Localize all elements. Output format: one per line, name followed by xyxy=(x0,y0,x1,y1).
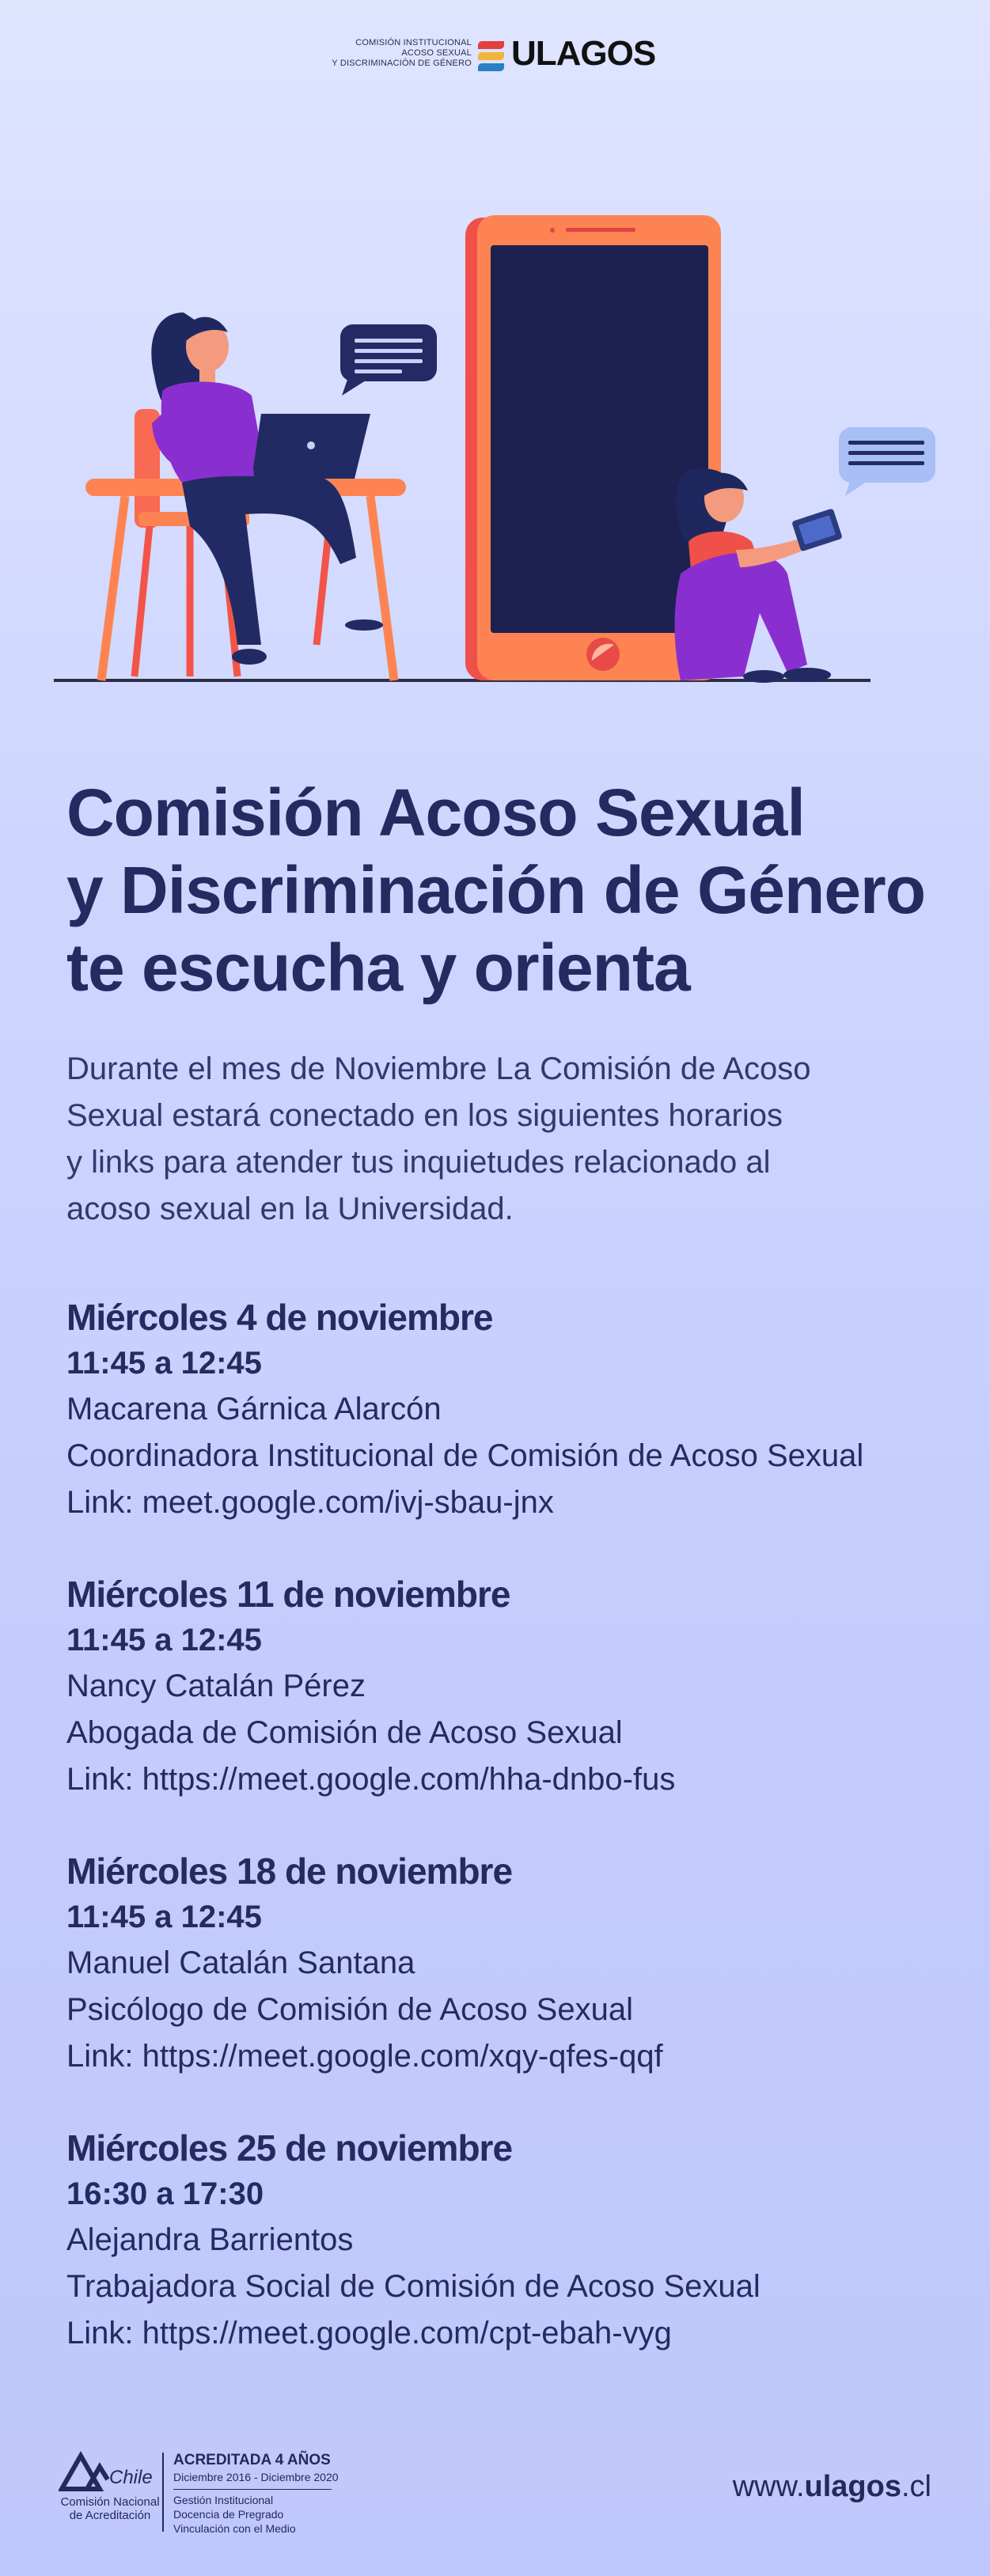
session-person: Macarena Gárnica Alarcón xyxy=(66,1392,442,1426)
woman-sitting-with-tablet-illustration xyxy=(675,468,843,683)
session-link[interactable]: Link: meet.google.com/ivj-sbau-jnx xyxy=(66,1485,554,1520)
session-role: Psicólogo de Comisión de Acoso Sexual xyxy=(66,1992,633,2027)
commission-label: COMISIÓN INSTITUCIONAL ACOSO SEXUAL Y DISCRIMINACIÓN DE GÉNERO xyxy=(332,38,472,68)
chat-bubble-icon xyxy=(340,324,437,396)
session-role: Abogada de Comisión de Acoso Sexual xyxy=(66,1715,623,1750)
chat-bubble-icon xyxy=(839,427,935,496)
session-block xyxy=(66,1848,953,2080)
session-time: 11:45 a 12:45 xyxy=(66,1900,262,1934)
hero-illustration xyxy=(0,202,990,692)
acred-org: Comisión Nacional de Acreditación xyxy=(60,2495,160,2522)
session-block xyxy=(66,1294,953,1526)
session-person: Alejandra Barrientos xyxy=(66,2222,354,2257)
session-day: Miércoles 4 de noviembre xyxy=(66,1297,493,1338)
flag-icon xyxy=(478,41,504,71)
session-link[interactable]: Link: https://meet.google.com/xqy-qfes-qqf xyxy=(66,2039,663,2074)
brand-logo: ULAGOS xyxy=(511,34,656,73)
session-time: 11:45 a 12:45 xyxy=(66,1346,262,1381)
acred-mark-text: Chile xyxy=(109,2467,153,2488)
acred-area: Gestión Institucional xyxy=(173,2494,274,2506)
acreditacion-info xyxy=(173,2451,411,2536)
session-block xyxy=(66,2125,953,2357)
session-role: Trabajadora Social de Comisión de Acoso Sexual xyxy=(66,2269,761,2304)
acred-area: Vinculación con el Medio xyxy=(173,2522,296,2535)
session-time: 11:45 a 12:45 xyxy=(66,1623,262,1657)
website-link[interactable]: www.ulagos.cl xyxy=(732,2470,931,2503)
session-link[interactable]: Link: https://meet.google.com/hha-dnbo-fus xyxy=(66,1762,676,1797)
session-day: Miércoles 11 de noviembre xyxy=(66,1574,510,1615)
header xyxy=(0,0,990,95)
acred-area: Docencia de Pregrado xyxy=(173,2508,284,2521)
page-title: Comisión Acoso Sexual y Discriminación de Género te escucha y orienta xyxy=(66,775,926,1005)
session-block xyxy=(66,1571,953,1803)
acreditacion-logo xyxy=(59,2451,161,2538)
divider xyxy=(173,2489,332,2490)
acred-title: ACREDITADA 4 AÑOS xyxy=(173,2452,331,2468)
session-link[interactable]: Link: https://meet.google.com/cpt-ebah-vyg xyxy=(66,2316,672,2351)
acred-dates: Diciembre 2016 - Diciembre 2020 xyxy=(173,2471,339,2483)
session-time: 16:30 a 17:30 xyxy=(66,2176,264,2211)
intro-text: Durante el mes de Noviembre La Comisión de Acoso Sexual estará conectado en los siguientes horarios y links para atender tus inquietudes relacionado al acoso sexual en la Universidad. xyxy=(66,1051,811,1226)
session-role: Coordinadora Institucional de Comisión de Acoso Sexual xyxy=(66,1438,864,1473)
footer-divider xyxy=(162,2453,164,2532)
session-day: Miércoles 18 de noviembre xyxy=(66,1851,513,1892)
session-day: Miércoles 25 de noviembre xyxy=(66,2127,513,2169)
session-person: Nancy Catalán Pérez xyxy=(66,1669,366,1703)
session-person: Manuel Catalán Santana xyxy=(66,1945,415,1980)
